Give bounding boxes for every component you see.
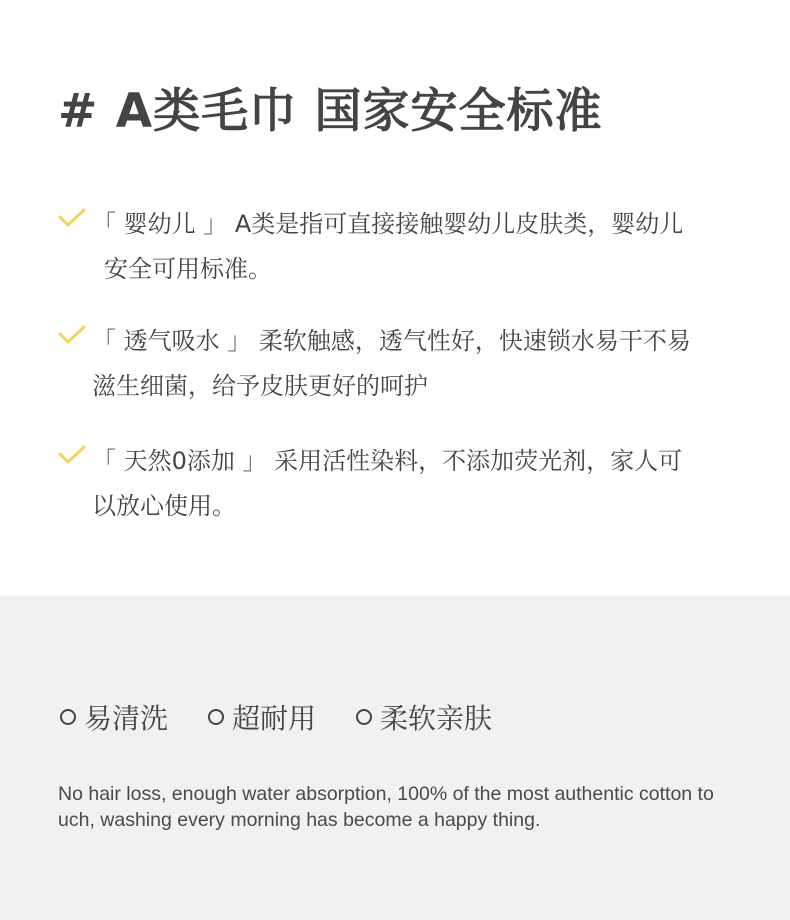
ring-icon: [356, 709, 372, 725]
feature-text-line2: 安全可用标准。: [104, 255, 272, 283]
feature-text-line2: 滋生细菌，给予皮肤更好的呵护: [92, 372, 428, 400]
feature-text-line1: 「 婴幼儿 」 A类是指可直接接触婴幼儿皮肤类，婴幼儿: [92, 210, 684, 238]
page-title: # A类毛巾 国家安全标准: [58, 84, 603, 139]
tag-easy-wash: [60, 697, 168, 737]
feature-item-breathable: [58, 319, 748, 409]
tag-soft: [356, 697, 492, 737]
tag-label: 柔软亲肤: [380, 702, 493, 735]
description-line1: No hair loss, enough water absorption, 100% of the most authentic cotton to: [58, 783, 714, 805]
feature-text-line1: 「 透气吸水 」 柔软触感，透气性好，快速锁水易干不易: [92, 327, 691, 355]
check-icon: [58, 445, 86, 465]
english-description: [58, 781, 748, 833]
feature-text-line1: 「 天然0添加 」 采用活性染料，不添加荧光剂，家人可: [92, 447, 683, 475]
description-line2: uch, washing every morning has become a happy thing.: [58, 809, 541, 831]
tag-label: 超耐用: [232, 702, 317, 735]
tag-label: 易清洗: [84, 702, 169, 735]
check-icon: [58, 325, 86, 345]
ring-icon: [60, 709, 76, 725]
feature-item-natural: [58, 439, 748, 529]
check-icon: [58, 208, 86, 228]
feature-tags: [60, 700, 532, 734]
feature-item-infant: [58, 202, 748, 292]
feature-text-line2: 以放心使用。: [92, 492, 236, 520]
tag-durable: [208, 697, 316, 737]
bottom-section: [0, 596, 790, 920]
ring-icon: [208, 709, 224, 725]
